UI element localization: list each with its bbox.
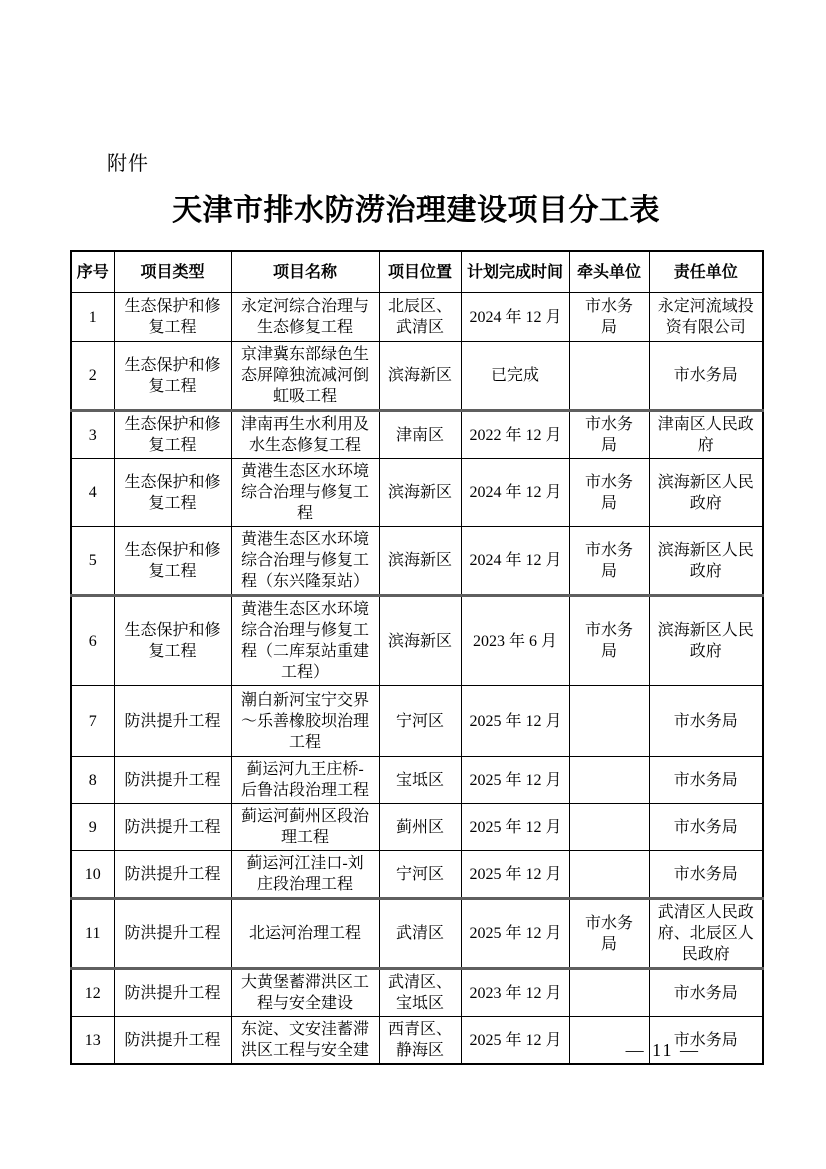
cell-project-type: 生态保护和修复工程: [114, 527, 231, 596]
cell-responsible-unit: 滨海新区人民政府: [649, 596, 763, 686]
cell-project-name: 东淀、文安洼蓄滞洪区工程与安全建: [231, 1017, 379, 1065]
cell-project-type: 防洪提升工程: [114, 686, 231, 757]
cell-deadline: 2025 年 12 月: [461, 1017, 569, 1065]
cell-location: 宁河区: [379, 851, 461, 899]
cell-location: 滨海新区: [379, 342, 461, 411]
cell-serial: 8: [71, 757, 114, 804]
cell-project-type: 防洪提升工程: [114, 1017, 231, 1065]
cell-location: 滨海新区: [379, 459, 461, 527]
document-title: 天津市排水防涝治理建设项目分工表: [172, 194, 660, 227]
cell-deadline: 2022 年 12 月: [461, 411, 569, 459]
table-row: [71, 804, 763, 851]
col-header-location: 项目位置: [379, 251, 461, 293]
attachment-label: 附件: [107, 153, 149, 175]
cell-location: 武清区: [379, 899, 461, 969]
table-row: [71, 969, 763, 1017]
cell-project-type: 生态保护和修复工程: [114, 459, 231, 527]
cell-project-name: 潮白新河宝宁交界～乐善橡胶坝治理工程: [231, 686, 379, 757]
cell-lead-unit: 市水务局: [569, 596, 649, 686]
cell-location: 滨海新区: [379, 596, 461, 686]
cell-deadline: 2023 年 12 月: [461, 969, 569, 1017]
cell-deadline: 2025 年 12 月: [461, 851, 569, 899]
cell-project-type: 防洪提升工程: [114, 969, 231, 1017]
cell-responsible-unit: 市水务局: [649, 686, 763, 757]
page-number: — 11 —: [625, 1040, 700, 1060]
cell-responsible-unit: 滨海新区人民政府: [649, 459, 763, 527]
cell-location: 北辰区、武清区: [379, 293, 461, 342]
cell-project-name: 蓟运河江洼口-刘庄段治理工程: [231, 851, 379, 899]
cell-responsible-unit: 市水务局: [649, 969, 763, 1017]
cell-lead-unit: 市水务局: [569, 459, 649, 527]
table-row: [71, 411, 763, 459]
cell-lead-unit: 市水务局: [569, 899, 649, 969]
table-row: [71, 527, 763, 596]
cell-project-name: 津南再生水利用及水生态修复工程: [231, 411, 379, 459]
cell-project-type: 生态保护和修复工程: [114, 293, 231, 342]
cell-serial: 6: [71, 596, 114, 686]
cell-lead-unit: 市水务局: [569, 527, 649, 596]
cell-project-type: 生态保护和修复工程: [114, 411, 231, 459]
col-header-project-type: 项目类型: [114, 251, 231, 293]
cell-serial: 4: [71, 459, 114, 527]
col-header-project-name: 项目名称: [231, 251, 379, 293]
cell-project-type: 生态保护和修复工程: [114, 596, 231, 686]
cell-project-name: 黄港生态区水环境综合治理与修复工程（二库泵站重建工程）: [231, 596, 379, 686]
cell-project-name: 京津冀东部绿色生态屏障独流减河倒虹吸工程: [231, 342, 379, 411]
cell-serial: 11: [71, 899, 114, 969]
col-header-serial: 序号: [71, 251, 114, 293]
cell-location: 宁河区: [379, 686, 461, 757]
cell-lead-unit: [569, 969, 649, 1017]
cell-location: 武清区、宝坻区: [379, 969, 461, 1017]
table-row: [71, 459, 763, 527]
cell-project-name: 黄港生态区水环境综合治理与修复工程（东兴隆泵站）: [231, 527, 379, 596]
cell-project-name: 大黄堡蓄滞洪区工程与安全建设: [231, 969, 379, 1017]
projects-table: [70, 250, 764, 1065]
cell-location: 津南区: [379, 411, 461, 459]
cell-lead-unit: [569, 342, 649, 411]
col-header-responsible-unit: 责任单位: [649, 251, 763, 293]
cell-serial: 13: [71, 1017, 114, 1065]
cell-project-name: 蓟运河九王庄桥-后鲁沽段治理工程: [231, 757, 379, 804]
cell-deadline: 2025 年 12 月: [461, 757, 569, 804]
cell-responsible-unit: 市水务局: [649, 342, 763, 411]
cell-project-name: 永定河综合治理与生态修复工程: [231, 293, 379, 342]
cell-location: 滨海新区: [379, 527, 461, 596]
cell-serial: 9: [71, 804, 114, 851]
cell-serial: 5: [71, 527, 114, 596]
cell-deadline: 2024 年 12 月: [461, 293, 569, 342]
table-row: [71, 596, 763, 686]
cell-deadline: 已完成: [461, 342, 569, 411]
cell-responsible-unit: 滨海新区人民政府: [649, 527, 763, 596]
cell-deadline: 2025 年 12 月: [461, 899, 569, 969]
col-header-lead-unit: 牵头单位: [569, 251, 649, 293]
cell-project-type: 生态保护和修复工程: [114, 342, 231, 411]
cell-lead-unit: 市水务局: [569, 411, 649, 459]
cell-lead-unit: [569, 804, 649, 851]
table-row: [71, 293, 763, 342]
cell-deadline: 2024 年 12 月: [461, 527, 569, 596]
cell-responsible-unit: 市水务局: [649, 1017, 763, 1065]
cell-location: 宝坻区: [379, 757, 461, 804]
cell-responsible-unit: 津南区人民政府: [649, 411, 763, 459]
cell-responsible-unit: 武清区人民政府、北辰区人民政府: [649, 899, 763, 969]
table-row: [71, 851, 763, 899]
cell-location: 西青区、静海区: [379, 1017, 461, 1065]
cell-location: 蓟州区: [379, 804, 461, 851]
cell-responsible-unit: 市水务局: [649, 804, 763, 851]
table-row: [71, 342, 763, 411]
cell-serial: 7: [71, 686, 114, 757]
cell-project-name: 北运河治理工程: [231, 899, 379, 969]
cell-serial: 1: [71, 293, 114, 342]
table-row: [71, 757, 763, 804]
cell-project-type: 防洪提升工程: [114, 804, 231, 851]
cell-serial: 3: [71, 411, 114, 459]
col-header-deadline: 计划完成时间: [461, 251, 569, 293]
cell-deadline: 2025 年 12 月: [461, 686, 569, 757]
cell-lead-unit: 市水务局: [569, 293, 649, 342]
cell-lead-unit: [569, 757, 649, 804]
cell-serial: 2: [71, 342, 114, 411]
cell-lead-unit: [569, 851, 649, 899]
cell-deadline: 2024 年 12 月: [461, 459, 569, 527]
cell-deadline: 2025 年 12 月: [461, 804, 569, 851]
cell-project-name: 蓟运河蓟州区段治理工程: [231, 804, 379, 851]
cell-serial: 10: [71, 851, 114, 899]
cell-project-type: 防洪提升工程: [114, 899, 231, 969]
cell-responsible-unit: 永定河流域投资有限公司: [649, 293, 763, 342]
cell-deadline: 2023 年 6 月: [461, 596, 569, 686]
cell-responsible-unit: 市水务局: [649, 851, 763, 899]
table-row: [71, 899, 763, 969]
cell-project-type: 防洪提升工程: [114, 757, 231, 804]
cell-project-type: 防洪提升工程: [114, 851, 231, 899]
cell-project-name: 黄港生态区水环境综合治理与修复工程: [231, 459, 379, 527]
table-header-row: [71, 251, 763, 293]
cell-serial: 12: [71, 969, 114, 1017]
table-row: [71, 686, 763, 757]
cell-lead-unit: [569, 686, 649, 757]
cell-responsible-unit: 市水务局: [649, 757, 763, 804]
